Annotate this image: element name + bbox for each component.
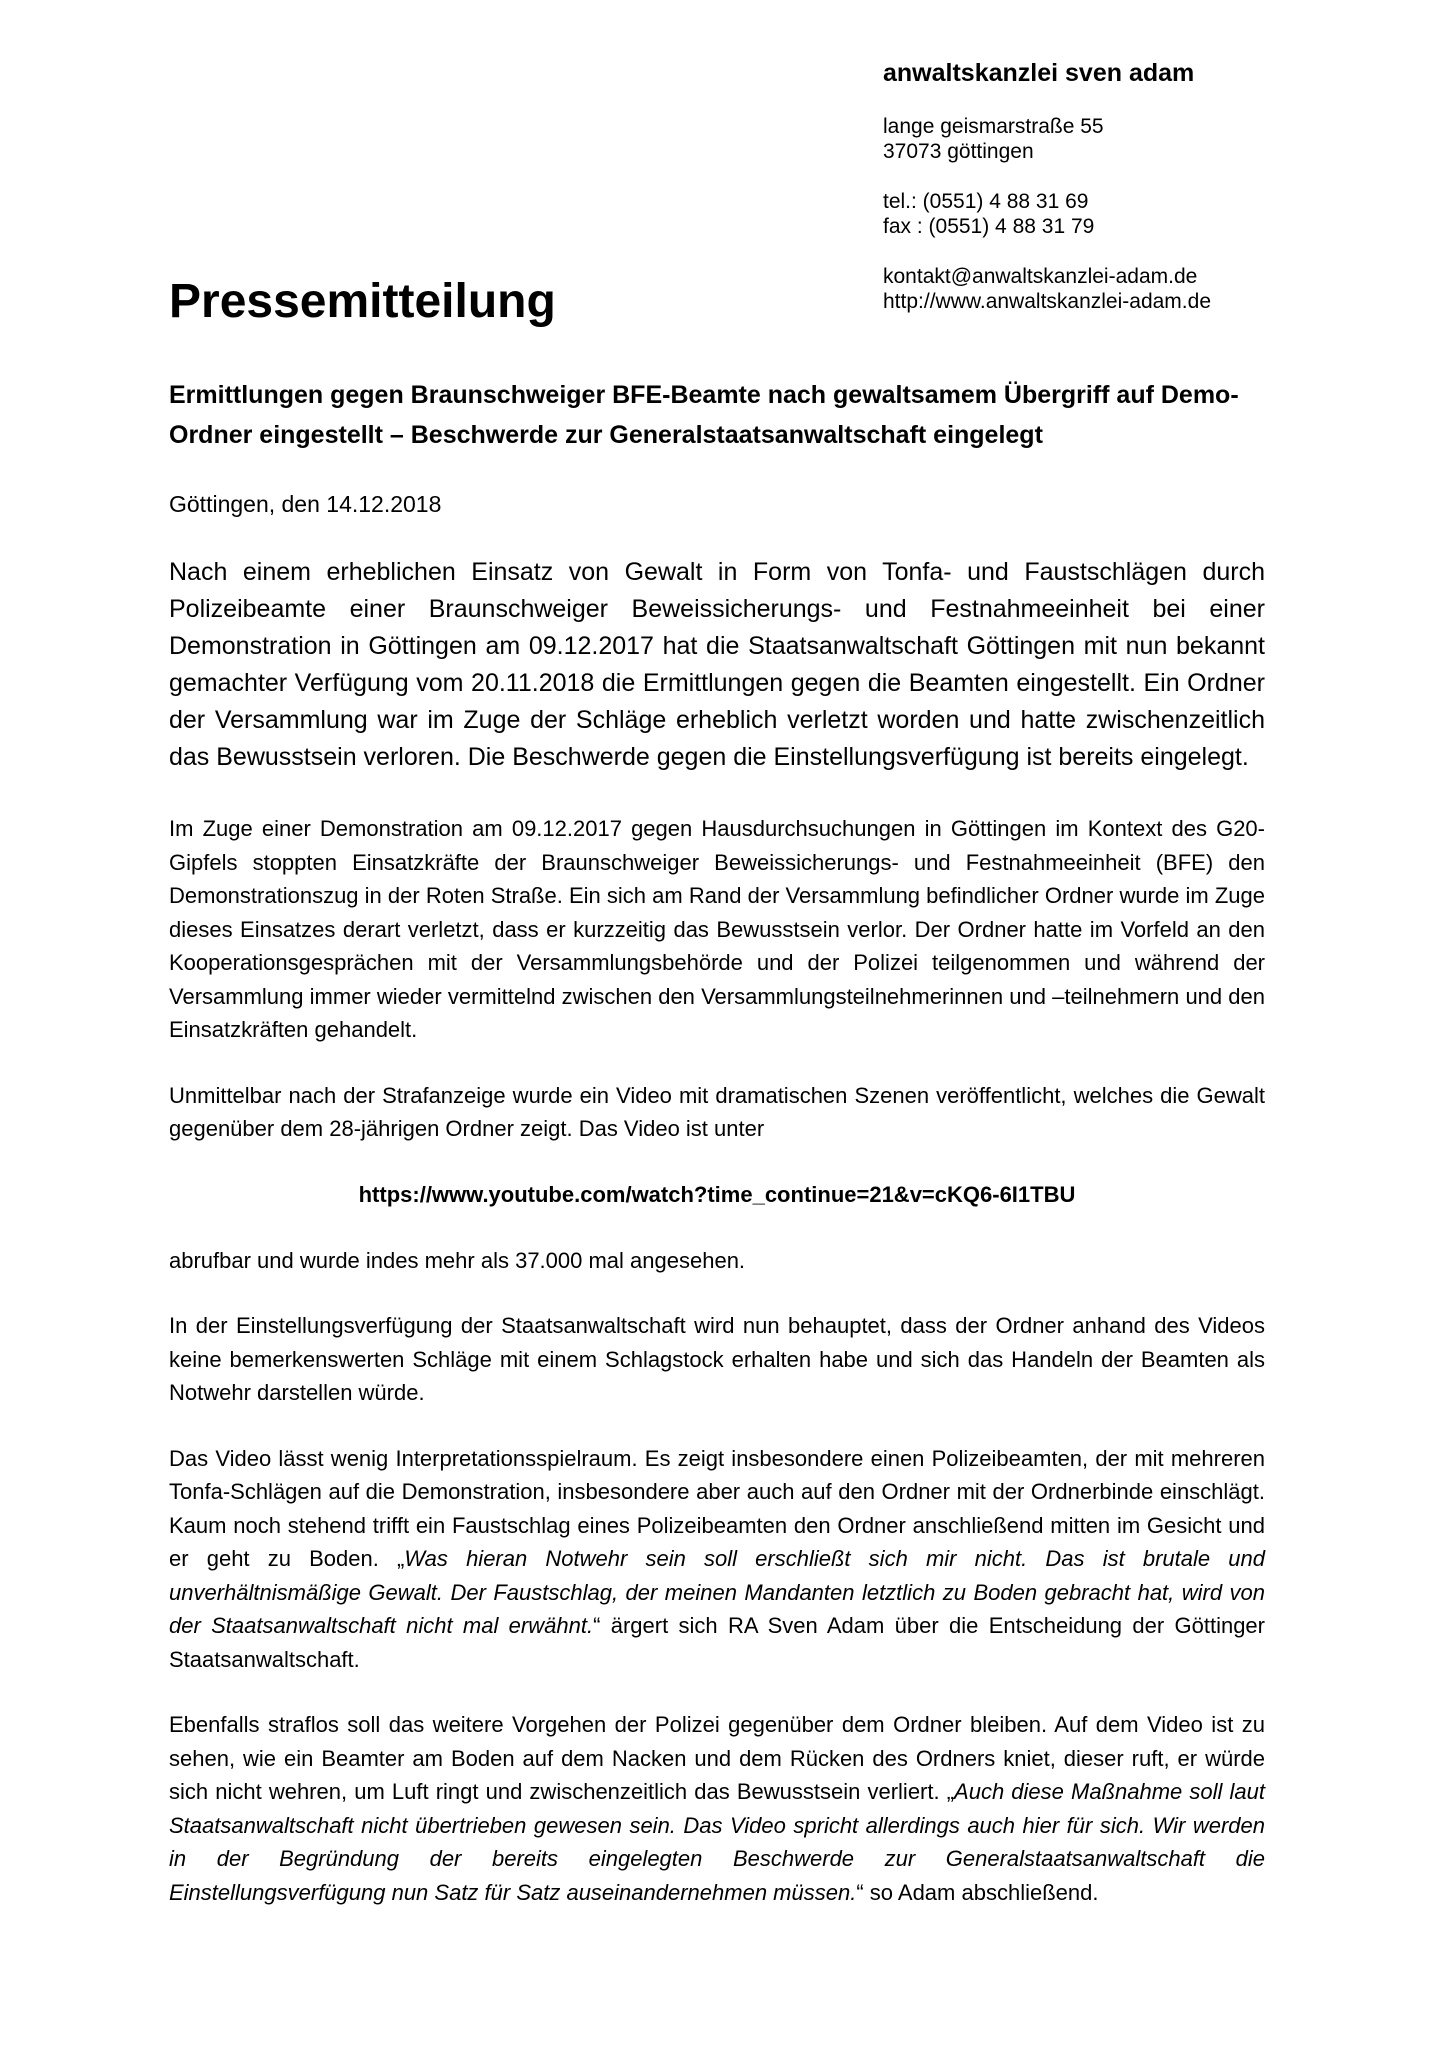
letterhead bbox=[883, 58, 1403, 339]
paragraph-demonstration: Im Zuge einer Demonstration am 09.12.2017 gegen Hausdurchsuchungen in Göttingen im Kontext des G20-Gipfels stoppten Einsatzkräfte der Braunschweiger Beweissicherungs- und Festnahmeeinheit (BFE) den Demonstrationszug in der Roten Straße. Ein sich am Rand der Versammlung befindlicher Ordner wurde im Zuge dieses Einsatzes derart verletzt, dass er kurzzeitig das Bewusstsein verlor. Der Ordner hatte im Vorfeld an den Kooperationsgesprächen mit der Versammlungsbehörde und der Polizei teilgenommen und während der Versammlung immer wieder vermittelnd zwischen den Versammlungsteilnehmerinnen und –teilnehmern und den Einsatzkräften gehandelt. bbox=[169, 816, 1265, 1042]
address-street: lange geismarstraße 55 bbox=[883, 115, 1104, 138]
paragraph-text: Ebenfalls straflos soll das weitere Vorgehen der Polizei gegenüber dem Ordner bleiben. Auf dem Video ist zu sehen, wie ein Beamter am Boden auf dem Nacken und dem Rücken des Ordners kniet, dieser ruft, er würde sich nicht wehren, um Luft ringt und zwischenzeitlich das Bewusstsein verliert. „ bbox=[169, 1712, 1265, 1804]
paragraph-interpretation bbox=[169, 1442, 1265, 1677]
video-link: https://www.youtube.com/watch?time_continue=21&v=cKQ6-6I1TBU bbox=[358, 1181, 1076, 1207]
address-city: 37073 göttingen bbox=[883, 140, 1034, 163]
firm-name: anwaltskanzlei sven adam bbox=[883, 59, 1195, 87]
quote-attribution: “ so Adam abschließend. bbox=[856, 1879, 1099, 1905]
paragraph-text: Das Video lässt wenig Interpretationsspielraum. Es zeigt insbesondere einen Polizeibeamten, der mit mehreren Tonfa-Schlägen auf die Demonstration, insbesondere aber auch auf den Ordner mit der Ordnerbinde einschlägt. Kaum noch stehend trifft ein Faustschlag eines Polizeibeamten den Ordner anschließend mitten im Gesicht und er geht zu Boden. „ bbox=[169, 1445, 1265, 1571]
lead-paragraph: Nach einem erheblichen Einsatz von Gewalt in Form von Tonfa- und Faustschlägen durch Polizeibeamte einer Braunschweiger Beweissicherungs- und Festnahmeeinheit bei einer Demonstration in Göttingen am 09.12.2017 hat die Staatsanwaltschaft Göttingen mit nun bekannt gemachter Verfügung vom 20.11.2018 die Ermittlungen gegen die Beamten eingestellt. Ein Ordner der Versammlung war im Zuge der Schläge erheblich verletzt worden und hatte zwischenzeitlich das Bewusstsein verloren. Die Beschwerde gegen die Einstellungsverfügung ist bereits eingelegt. bbox=[169, 558, 1265, 771]
contact-website: http://www.anwaltskanzlei-adam.de bbox=[883, 290, 1211, 313]
paragraph-einstellung: In der Einstellungsverfügung der Staatsanwaltschaft wird nun behauptet, dass der Ordner anhand des Videos keine bemerkenswerten Schläge mit einem Schlagstock erhalten habe und sich das Handeln der Beamten als Notwehr darstellen würde. bbox=[169, 1313, 1265, 1405]
contact-email: kontakt@anwaltskanzlei-adam.de bbox=[883, 265, 1198, 288]
quote-attribution: “ ärgert sich RA Sven Adam über die Entscheidung der Göttinger Staatsanwaltschaft. bbox=[169, 1613, 1265, 1672]
lawyer-quote: Auch diese Maßnahme soll laut Staatsanwaltschaft nicht übertrieben gewesen sein. Das Video spricht allerdings auch hier für sich. Wir werden in der Begründung der bereits eingelegten Beschwerde zur Generalstaatsanwaltschaft die Einstellungsverfügung nun Satz für Satz auseinandernehmen müssen. bbox=[169, 1779, 1265, 1905]
phone-number: tel.: (0551) 4 88 31 69 bbox=[883, 190, 1089, 213]
headline: Ermittlungen gegen Braunschweiger BFE-Beamte nach gewaltsamem Übergriff auf Demo-Ordner eingestellt – Beschwerde zur Generalstaatsanwaltschaft eingelegt bbox=[169, 381, 1239, 449]
lawyer-quote: Was hieran Notwehr sein soll erschließt sich mir nicht. Das ist brutale und unverhältnismäßige Gewalt. Der Faustschlag, der meinen Mandanten letztlich zu Boden gebracht hat, wird von der Staatsanwaltschaft nicht mal erwähnt. bbox=[169, 1546, 1265, 1638]
document-title: Pressemitteilung bbox=[169, 275, 556, 328]
fax-number: fax : (0551) 4 88 31 79 bbox=[883, 215, 1095, 238]
paragraph-video-intro: Unmittelbar nach der Strafanzeige wurde ein Video mit dramatischen Szenen veröffentlicht, welches die Gewalt gegenüber dem 28-jährigen Ordner zeigt. Das Video ist unter bbox=[169, 1082, 1265, 1141]
dateline: Göttingen, den 14.12.2018 bbox=[169, 491, 442, 517]
paragraph-video-views: abrufbar und wurde indes mehr als 37.000 mal angesehen. bbox=[169, 1247, 746, 1273]
address-block bbox=[883, 114, 1403, 164]
paragraph-closing bbox=[169, 1708, 1265, 1909]
phone-block bbox=[883, 189, 1403, 239]
press-release-body bbox=[169, 375, 1265, 1941]
contact-block bbox=[883, 264, 1403, 314]
